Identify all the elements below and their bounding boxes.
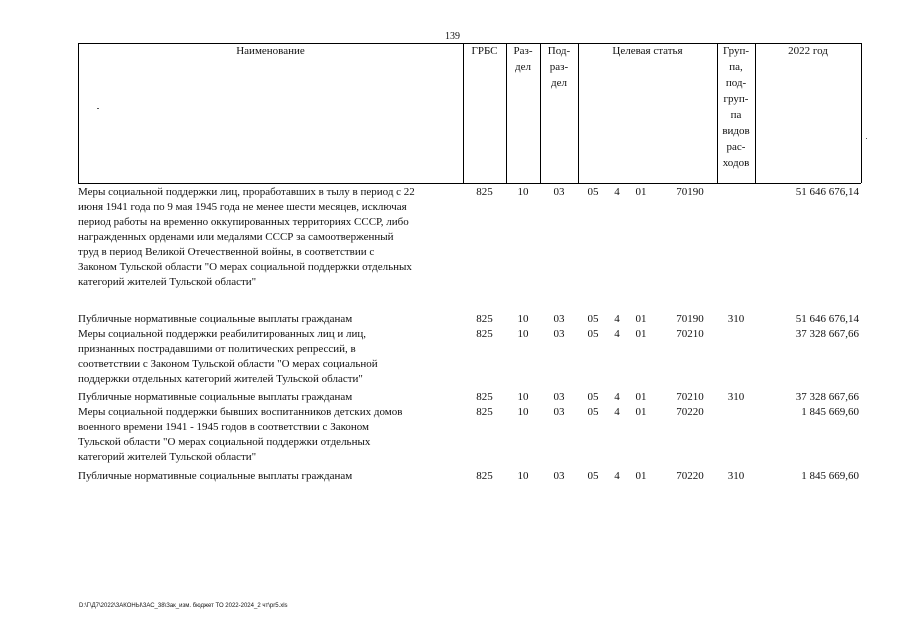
- cell-grbs: 825: [476, 391, 493, 403]
- cell-podrazdel: 03: [553, 328, 565, 340]
- cell-cs4: 70210: [676, 328, 704, 340]
- cell-cs4: 70220: [676, 470, 704, 482]
- row-name: Меры социальной поддержки бывших воспитанников детских домов военного времени 1941 - 1945 годов в соответствии с Законом Тульской области "О мерах социальной поддержки отдельных категорий жителей Тульской области": [78, 406, 403, 463]
- scan-speck: [97, 108, 99, 109]
- cell-razdel: 10: [517, 470, 529, 482]
- page-number: 139: [445, 31, 460, 42]
- header-gruppa: Груп- па, под- груп- па видов рас- ходов: [722, 45, 750, 169]
- cell-razdel: 10: [517, 313, 529, 325]
- cell-grbs: 825: [476, 186, 493, 198]
- cell-podrazdel: 03: [553, 406, 565, 418]
- cell-cs3: 01: [635, 406, 647, 418]
- cell-cs1: 05: [587, 186, 599, 198]
- cell-amount: 1 845 669,60: [801, 470, 859, 482]
- cell-cs4: 70210: [676, 391, 704, 403]
- cell-podrazdel: 03: [553, 470, 565, 482]
- col-border: [861, 43, 862, 183]
- cell-grbs: 825: [476, 328, 493, 340]
- cell-cs1: 05: [587, 470, 599, 482]
- row-name: Публичные нормативные социальные выплаты гражданам: [78, 313, 353, 325]
- cell-cs2: 4: [614, 470, 620, 482]
- cell-cs4: 70190: [676, 313, 704, 325]
- header-celevaya: Целевая статья: [612, 45, 683, 57]
- cell-cs3: 01: [635, 313, 647, 325]
- cell-cs3: 01: [635, 470, 647, 482]
- cell-amount: 1 845 669,60: [801, 406, 859, 418]
- cell-cs2: 4: [614, 313, 620, 325]
- cell-razdel: 10: [517, 391, 529, 403]
- header-name: Наименование: [236, 45, 305, 57]
- cell-podrazdel: 03: [553, 313, 565, 325]
- cell-cs3: 01: [635, 391, 647, 403]
- header-razdel: Раз- дел: [513, 45, 533, 73]
- cell-cs4: 70190: [676, 186, 704, 198]
- cell-cs2: 4: [614, 391, 620, 403]
- cell-grbs: 825: [476, 313, 493, 325]
- row-name: Меры социальной поддержки реабилитированных лиц и лиц, признанных пострадавшими от политических репрессий, в соответствии с Законом Тульской области "О мерах социальной поддержки отдельных категорий жителей Тульской области": [78, 328, 378, 385]
- cell-cs1: 05: [587, 391, 599, 403]
- cell-podrazdel: 03: [553, 186, 565, 198]
- cell-cs2: 4: [614, 328, 620, 340]
- cell-razdel: 10: [517, 186, 529, 198]
- header-podrazdel: Под- раз- дел: [547, 45, 571, 89]
- row-name: Публичные нормативные социальные выплаты гражданам: [78, 391, 353, 403]
- cell-vr: 310: [727, 313, 745, 325]
- cell-cs1: 05: [587, 406, 599, 418]
- cell-vr: 310: [727, 470, 745, 482]
- file-path-footer: D:\Г\Д7\2022\ЗАКОНЫ\ЗАС_38\Зак_изм. бюджет ТО 2022-2024_2 чт\pr5.xls: [79, 603, 288, 609]
- header-grbs: ГРБС: [471, 45, 498, 57]
- cell-podrazdel: 03: [553, 391, 565, 403]
- cell-grbs: 825: [476, 406, 493, 418]
- cell-razdel: 10: [517, 328, 529, 340]
- header-year: 2022 год: [788, 45, 828, 57]
- cell-amount: 37 328 667,66: [795, 391, 859, 403]
- row-name: Меры социальной поддержки лиц, проработавших в тылу в период с 22 июня 1941 года по 9 мая 1945 года не менее шести месяцев, исключая период работы на временно оккупированных территориях СССР, либо награжденных орденами или медалями СССР за самоотверженный труд в период Великой Отечественной войны, в соответствии с Законом Тульской области "О мерах социальной поддержки отдельных категорий жителей Тульской области": [78, 186, 415, 288]
- cell-cs2: 4: [614, 406, 620, 418]
- cell-amount: 51 646 676,14: [795, 186, 859, 198]
- cell-cs3: 01: [635, 328, 647, 340]
- cell-cs2: 4: [614, 186, 620, 198]
- cell-razdel: 10: [517, 406, 529, 418]
- row-name: Публичные нормативные социальные выплаты гражданам: [78, 470, 353, 482]
- cell-vr: 310: [727, 391, 745, 403]
- scan-speck: [866, 138, 867, 139]
- cell-cs1: 05: [587, 328, 599, 340]
- cell-cs1: 05: [587, 313, 599, 325]
- header-bottom-border: [78, 183, 861, 184]
- cell-cs4: 70220: [676, 406, 704, 418]
- cell-cs3: 01: [635, 186, 647, 198]
- cell-grbs: 825: [476, 470, 493, 482]
- cell-amount: 37 328 667,66: [795, 328, 859, 340]
- cell-amount: 51 646 676,14: [795, 313, 859, 325]
